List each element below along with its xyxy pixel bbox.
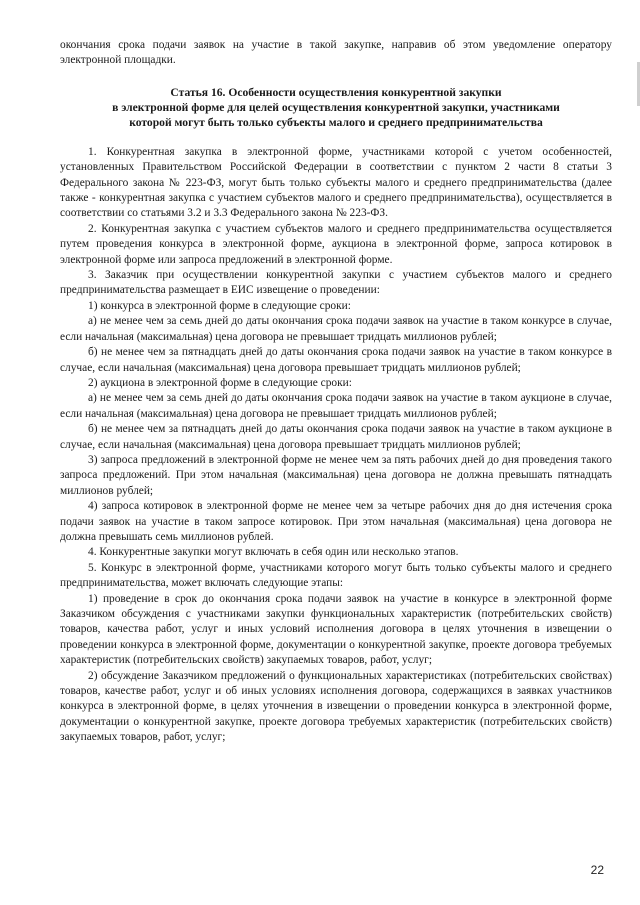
document-body bbox=[60, 38, 612, 746]
paragraph-1: 1. Конкурентная закупка в электронной форме, участниками которой с учетом особенностей, установленных Правительством Российской Федерации в соответствии с пунктом 2 части 8 статьи 3 Федерального закона № 223-ФЗ, могут быть только субъекты малого и среднего предпринимательства (далее также - конкурентная закупка с участием субъектов малого и среднего предпринимательства), осуществляется в соответствии со статьями 3.2 и 3.3 Федерального закона № 223-ФЗ. bbox=[60, 145, 612, 220]
paragraph-5: 5. Конкурс в электронной форме, участниками которого могут быть только субъекты малого и среднего предпринимательства, может включать следующие этапы: bbox=[60, 561, 612, 590]
list-item-1b: б) не менее чем за пятнадцать дней до даты окончания срока подачи заявок на участие в таком конкурсе в случае, если начальная (максимальная) цена договора превышает тридцать миллионов рублей; bbox=[60, 346, 612, 374]
heading-line-1: Статья 16. Особенности осуществления конкурентной закупки bbox=[170, 85, 502, 99]
list-item-1a: а) не менее чем за семь дней до даты окончания срока подачи заявок на участие в таком конкурсе в случае, если начальная (максимальная) цена договора не превышает тридцать миллионов рублей; bbox=[60, 315, 612, 343]
paragraph-4: 4. Конкурентные закупки могут включать в себя один или несколько этапов. bbox=[88, 546, 459, 559]
heading-line-2: в электронной форме для целей осуществления конкурентной закупки, участниками bbox=[112, 100, 560, 114]
list-item-2: 2) аукциона в электронной форме в следующие сроки: bbox=[88, 376, 352, 389]
paragraph-3: 3. Заказчик при осуществлении конкурентной закупки с участием субъектов малого и среднего предпринимательства размещает в ЕИС извещение о проведении: bbox=[60, 269, 612, 297]
intro-paragraph: окончания срока подачи заявок на участие в такой закупке, направив об этом уведомление оператору электронной площадки. bbox=[60, 39, 612, 67]
article-heading bbox=[60, 85, 612, 130]
stage-item-1: 1) проведение в срок до окончания срока подачи заявок на участие в конкурсе в электронной форме Заказчиком обсуждения с участниками закупки функциональных характеристик (потребительских свойств) товаров, качества работ, услуг и иных условий исполнения договора в целях уточнения в извещении о проведении конкурса в электронной форме, документации о конкурентной закупке, проекте договора требуемых характеристик (потребительских свойств) закупаемых товаров, работ, услуг; bbox=[60, 592, 612, 667]
list-item-2b: б) не менее чем за пятнадцать дней до даты окончания срока подачи заявок на участие в таком аукционе в случае, если начальная (максимальная) цена договора превышает тридцать миллионов рублей; bbox=[60, 423, 612, 451]
heading-line-3: которой могут быть только субъекты малого и среднего предпринимательства bbox=[129, 115, 543, 129]
list-item-4: 4) запроса котировок в электронной форме не менее чем за четыре рабочих дня до дня истечения срока подачи заявок на участие в таком запросе котировок. При этом начальная (максимальная) цена договора не должна превышать семь миллионов рублей. bbox=[60, 500, 612, 543]
list-item-3: 3) запроса предложений в электронной форме не менее чем за пять рабочих дней до дня проведения такого запроса предложений. При этом начальная (максимальная) цена договора не должна превышать пятнадцать миллионов рублей; bbox=[60, 453, 612, 497]
paragraph-2: 2. Конкурентная закупка с участием субъектов малого и среднего предпринимательства осуществляется путем проведения конкурса в электронной форме, аукциона в электронной форме, запроса котировок в электронной форме или запроса предложений в электронной форме. bbox=[60, 222, 612, 266]
list-item-2a: а) не менее чем за семь дней до даты окончания срока подачи заявок на участие в таком аукционе в случае, если начальная (максимальная) цена договора не превышает тридцать миллионов рублей; bbox=[60, 392, 612, 420]
page-number: 22 bbox=[590, 863, 604, 877]
stage-item-2: 2) обсуждение Заказчиком предложений о функциональных характеристиках (потребительских свойствах) товаров, качестве работ, услуг и об иных условиях исполнения договора, содержащихся в заявках участников конкурса в электронной форме, в целях уточнения в извещении о проведении конкурса в электронной форме, документации о конкурентной закупке, проекте договора требуемых характеристик (потребительских свойств) закупаемых товаров, работ, услуг; bbox=[60, 669, 612, 744]
list-item-1: 1) конкурса в электронной форме в следующие сроки: bbox=[88, 299, 351, 312]
